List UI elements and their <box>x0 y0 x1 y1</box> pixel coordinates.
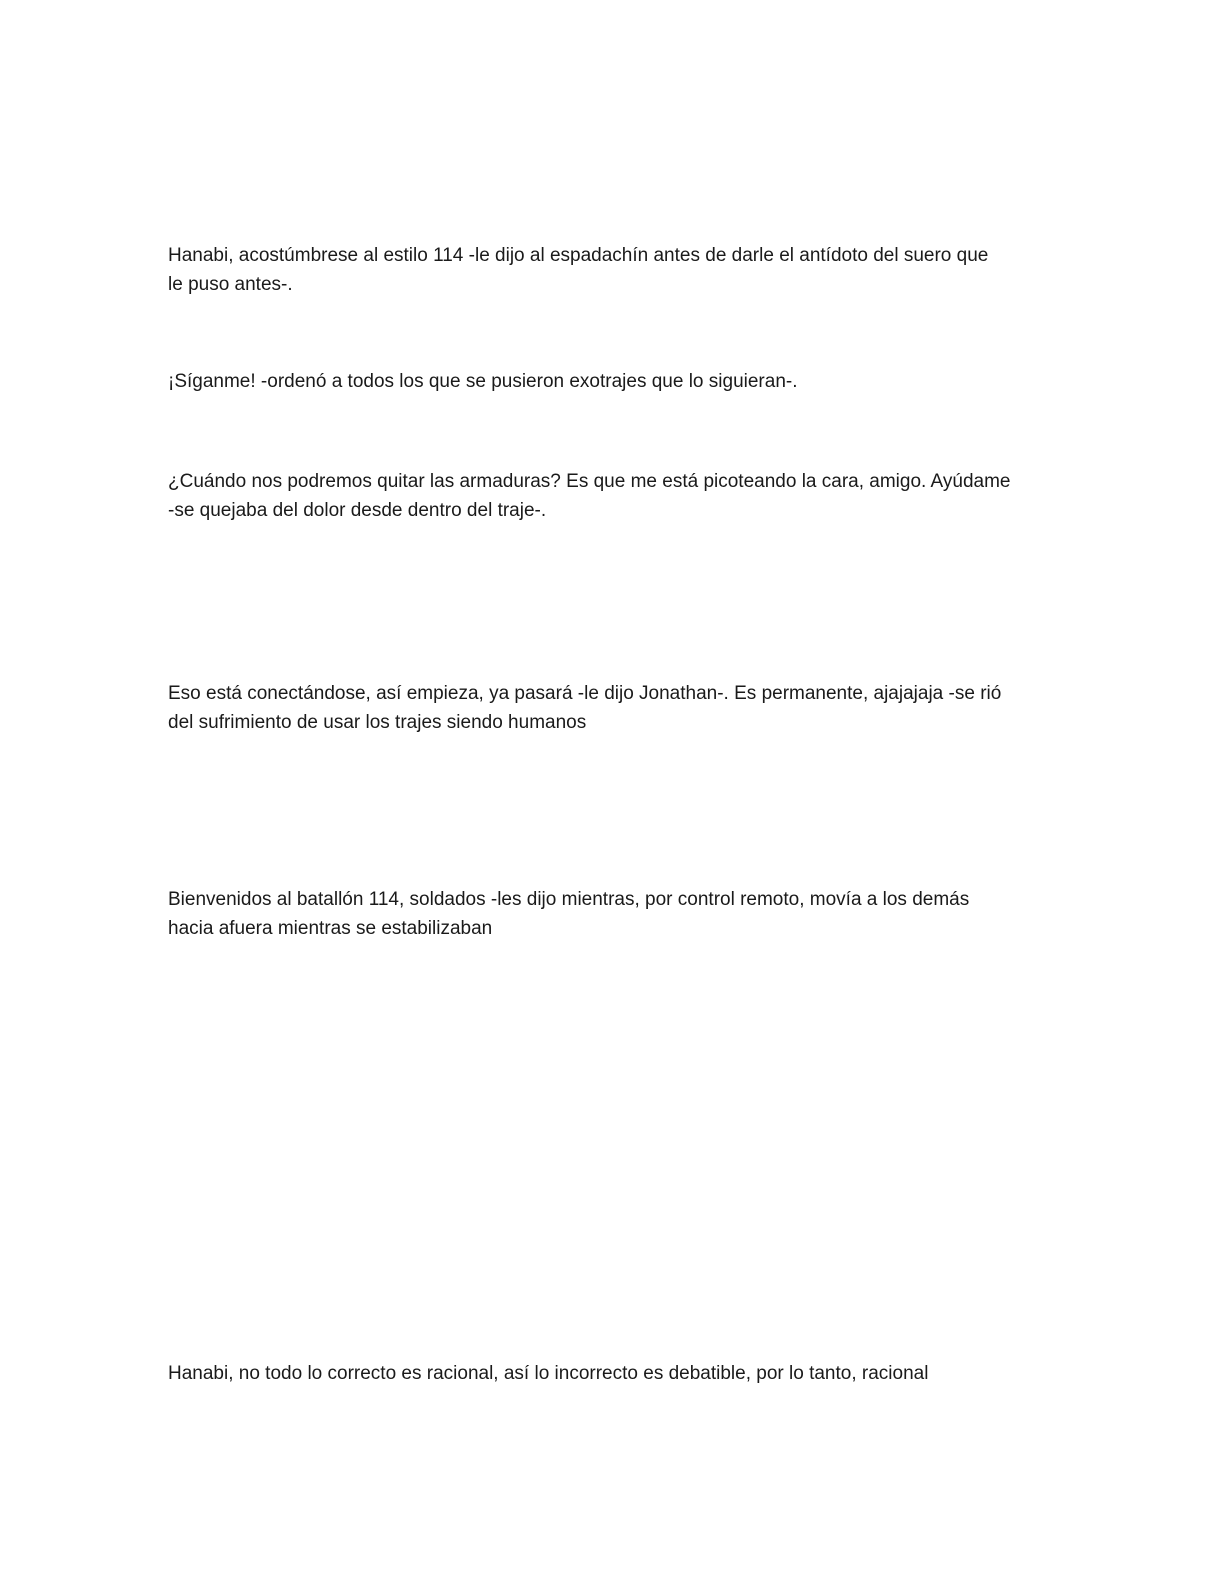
paragraph-4 <box>168 679 1056 737</box>
paragraph-line: Hanabi, no todo lo correcto es racional, así lo incorrecto es debatible, por lo tanto, racional <box>168 1363 929 1384</box>
paragraph-5 <box>168 885 1056 943</box>
paragraph-3 <box>168 467 1056 525</box>
paragraph-2 <box>168 367 1056 396</box>
paragraph-line: -se quejaba del dolor desde dentro del traje-. <box>168 500 547 521</box>
paragraph-line: del sufrimiento de usar los trajes siendo humanos <box>168 712 587 733</box>
paragraph-line: le puso antes-. <box>168 274 293 295</box>
paragraph-line: ¿Cuándo nos podremos quitar las armaduras? Es que me está picoteando la cara, amigo. Ayúdame <box>168 471 1011 492</box>
paragraph-line: Eso está conectándose, así empieza, ya pasará -le dijo Jonathan-. Es permanente, ajajajaja -se rió <box>168 683 1002 704</box>
paragraph-6 <box>168 1359 1056 1388</box>
paragraph-line: ¡Síganme! -ordenó a todos los que se pusieron exotrajes que lo siguieran-. <box>168 371 798 392</box>
paragraph-line: Hanabi, acostúmbrese al estilo 114 -le dijo al espadachín antes de darle el antídoto del suero que <box>168 245 989 266</box>
paragraph-line: hacia afuera mientras se estabilizaban <box>168 918 493 939</box>
paragraph-1 <box>168 241 1056 299</box>
paragraph-line: Bienvenidos al batallón 114, soldados -les dijo mientras, por control remoto, movía a los demás <box>168 889 970 910</box>
